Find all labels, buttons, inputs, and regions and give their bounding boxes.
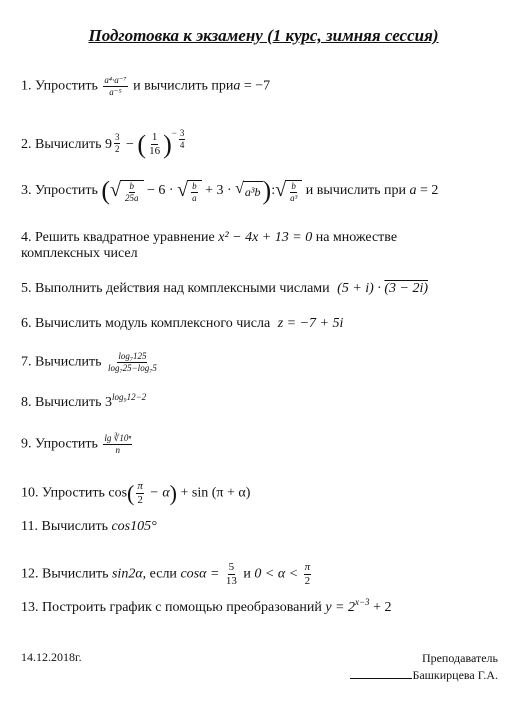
task-number: 2.	[21, 137, 32, 152]
footer-date: 14.12.2018г.	[21, 650, 82, 664]
math-operator: − 6 ·	[143, 183, 178, 199]
task-number: 11.	[21, 519, 38, 534]
left-paren: (	[127, 480, 135, 506]
right-paren: )	[163, 129, 172, 159]
task-13	[21, 599, 391, 617]
task-8	[21, 394, 146, 412]
math-value: = 2	[416, 183, 439, 199]
math-expression: cos105°	[111, 519, 157, 534]
task-12	[21, 562, 313, 587]
task-text: Вычислить	[35, 354, 102, 370]
math-expression: sin2α	[111, 566, 143, 582]
task-text: Упростить	[35, 78, 98, 94]
task-5	[21, 280, 428, 298]
math-expression: + sin (π + α)	[177, 485, 251, 501]
numerator: b	[192, 180, 197, 191]
task-number: 12.	[21, 566, 39, 582]
task-text: Решить квадратное уравнение	[35, 230, 215, 245]
task-7	[21, 352, 160, 373]
task-number: 9.	[21, 436, 32, 452]
task-text: Упростить	[35, 436, 98, 452]
task-9	[21, 434, 134, 455]
numerator: log₇125	[118, 351, 147, 361]
sqrt	[275, 180, 302, 203]
math-variable: a	[233, 78, 241, 94]
fraction	[148, 132, 161, 157]
numerator: 1	[151, 131, 158, 144]
task-number: 13.	[21, 600, 39, 615]
sqrt-icon: √	[110, 178, 122, 201]
radicand: a³b	[243, 181, 263, 201]
task-10	[21, 481, 250, 506]
task-text: , если	[142, 566, 177, 582]
denominator: 25a	[125, 192, 139, 203]
teacher-role: Преподаватель	[421, 651, 498, 665]
math-expression: − α	[145, 485, 170, 501]
task-text: Упростить	[35, 183, 98, 199]
sqrt	[177, 180, 201, 203]
right-paren: )	[169, 480, 177, 506]
math-function: cos	[108, 485, 128, 501]
math-value: = −7	[240, 78, 271, 94]
denominator: log₇25−log₇5	[107, 363, 157, 373]
page-title: Подготовка к экзамену (1 курс, зимняя сессия)	[88, 26, 439, 45]
fraction	[304, 562, 312, 587]
math-expression: 0 < α <	[254, 566, 302, 582]
sqrt-icon: √	[235, 180, 244, 197]
task-text: и вычислить при	[133, 78, 234, 94]
numerator: b	[129, 180, 135, 191]
sqrt-icon: √	[275, 178, 287, 201]
task-text: Вычислить	[35, 395, 102, 410]
task-number: 8.	[21, 395, 32, 410]
sqrt	[110, 180, 143, 203]
math-expression: y = 2	[325, 600, 355, 615]
teacher-name: Башкирцева Г.А.	[412, 668, 498, 682]
task-11	[21, 518, 157, 536]
numerator: π	[137, 480, 143, 492]
task-number: 5.	[21, 281, 32, 296]
math-exponent: log₉12−2	[111, 392, 147, 402]
task-text: Вычислить	[35, 137, 102, 152]
fraction	[103, 76, 127, 97]
fraction	[136, 481, 144, 506]
exponent-fraction	[179, 129, 186, 150]
task-6	[21, 315, 343, 333]
sqrt	[235, 181, 262, 201]
denominator: a⁻⁵	[109, 87, 122, 97]
task-text: Построить график с помощью преобразований	[42, 600, 322, 615]
signature-line	[350, 678, 412, 679]
numerator: b	[291, 180, 296, 191]
task-text: на множестве	[315, 230, 398, 245]
denominator: 13	[225, 575, 237, 587]
task-text: Вычислить	[41, 519, 108, 534]
math-base: 3	[104, 395, 112, 410]
exponent-sign: −	[171, 128, 177, 138]
denominator: a	[192, 192, 197, 203]
task-2	[21, 124, 187, 158]
denominator: 2	[137, 494, 143, 506]
math-operator: :	[271, 183, 276, 199]
task-text: комплексных чисел	[21, 246, 138, 261]
math-expression: z = −7 + 5i	[277, 316, 344, 331]
math-expression: (5 + i) ·	[337, 281, 385, 296]
task-text: и	[243, 566, 251, 582]
numerator: π	[304, 561, 311, 573]
task-text: и вычислить при	[305, 183, 406, 199]
math-conjugate: (3 − 2i)	[384, 281, 428, 296]
sqrt-icon: √	[177, 178, 189, 201]
fraction	[103, 434, 132, 455]
numerator: a⁴·a⁻⁷	[104, 75, 127, 85]
math-operator: −	[122, 137, 138, 152]
task-number: 10.	[21, 485, 39, 501]
denominator: n	[115, 445, 121, 455]
math-exponent: x−3	[354, 597, 370, 607]
task-number: 4.	[21, 230, 32, 245]
denominator: 2	[114, 144, 120, 154]
math-expression: cosα =	[180, 566, 223, 582]
task-text: Выполнить действия над комплексными числами	[35, 281, 330, 296]
math-expression: x² − 4x + 13 = 0	[218, 230, 313, 245]
task-1	[21, 76, 270, 97]
denominator: 2	[304, 575, 311, 587]
teacher-name-line	[330, 667, 498, 684]
task-number: 1.	[21, 78, 32, 94]
fraction	[107, 352, 158, 373]
math-base: 9	[104, 137, 112, 152]
denominator: a³	[290, 192, 298, 203]
fraction	[225, 562, 238, 587]
numerator: 5	[228, 561, 235, 573]
task-text: Упростить	[42, 485, 105, 501]
left-paren: (	[137, 129, 147, 159]
task-3	[21, 178, 438, 204]
math-variable: a	[409, 183, 417, 199]
exponent-fraction	[114, 133, 121, 154]
task-number: 7.	[21, 354, 32, 370]
footer-signature	[330, 650, 498, 684]
task-number: 3.	[21, 183, 32, 199]
numerator: 3	[114, 132, 120, 142]
right-paren: )	[262, 176, 272, 205]
numerator: 3	[179, 128, 185, 138]
math-expression: + 2	[369, 600, 392, 615]
task-text: Вычислить	[42, 566, 109, 582]
denominator: 4	[179, 140, 185, 150]
denominator: 16	[149, 145, 161, 158]
task-number: 6.	[21, 316, 32, 331]
math-operator: + 3 ·	[201, 183, 236, 199]
task-4-continued	[21, 245, 138, 263]
left-paren: (	[101, 176, 111, 205]
task-text: Вычислить модуль комплексного числа	[35, 316, 271, 331]
numerator: lg ∛10ⁿ	[104, 433, 132, 443]
